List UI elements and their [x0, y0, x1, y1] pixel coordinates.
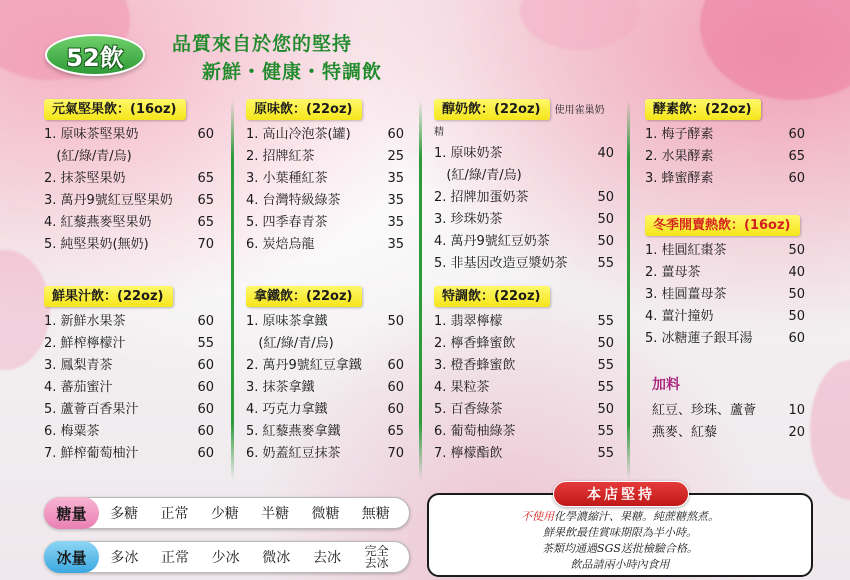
item-price: 70 [387, 446, 404, 461]
item-name: 4. 果粒茶 [434, 380, 490, 395]
brand-logo: 52飲 [45, 34, 145, 76]
level-option: 正常 [160, 506, 189, 522]
section-title: 醇奶飲：(22oz) [434, 99, 550, 120]
item-price: 55 [597, 358, 614, 373]
section-fruit-drinks [44, 285, 214, 465]
item-name: 7. 鮮榨葡萄柚汁 [44, 446, 139, 461]
item-name: 1. 高山冷泡茶(罐) [246, 127, 351, 142]
item-name: 2. 檸香蜂蜜飲 [434, 336, 516, 351]
policy-highlight: 不使用 [521, 510, 554, 523]
item-name: 3. 萬丹9號紅豆堅果奶 [44, 193, 173, 208]
menu-item [645, 328, 805, 350]
item-price: 60 [197, 380, 214, 395]
item-name: (紅/綠/青/烏) [434, 168, 522, 183]
item-price: 35 [387, 193, 404, 208]
item-name: 4. 萬丹9號紅豆奶茶 [434, 234, 550, 249]
item-name: 3. 蜂蜜酵素 [645, 171, 714, 186]
column-divider [419, 100, 422, 480]
item-name: 5. 冰糖蓮子銀耳湯 [645, 331, 753, 346]
menu-item [645, 240, 805, 262]
item-price: 35 [387, 237, 404, 252]
item-price: 60 [197, 424, 214, 439]
item-price: 65 [788, 149, 805, 164]
item-price: 25 [387, 149, 404, 164]
section-latte-drinks [246, 285, 404, 465]
level-option: 少糖 [210, 506, 239, 522]
menu-item [44, 355, 214, 377]
item-name: 2. 鮮榨檸檬汁 [44, 336, 126, 351]
menu-item [645, 284, 805, 306]
section-special-drinks [434, 285, 614, 465]
section-title: 鮮果汁飲：(22oz) [44, 286, 173, 307]
item-name: 4. 巧克力拿鐵 [246, 402, 328, 417]
item-name: 2. 招牌紅茶 [246, 149, 315, 164]
item-price: 50 [387, 314, 404, 329]
menu-item [246, 234, 404, 256]
menu-list [44, 124, 214, 256]
item-name: 3. 橙香蜂蜜飲 [434, 358, 516, 373]
item-name: 5. 非基因改造豆漿奶茶 [434, 256, 568, 271]
menu-item [434, 333, 614, 355]
item-name: 2. 薑母茶 [645, 265, 701, 280]
item-price: 60 [197, 127, 214, 142]
menu-item [434, 209, 614, 231]
item-name: 1. 原味奶茶 [434, 146, 503, 161]
level-option: 微糖 [311, 506, 340, 522]
item-price: 35 [387, 215, 404, 230]
menu-list [434, 143, 614, 275]
item-price: 55 [197, 336, 214, 351]
menu-item [44, 124, 214, 146]
item-name: 1. 原味茶堅果奶 [44, 127, 139, 142]
ice-level-bar [44, 541, 410, 573]
menu-item [44, 190, 214, 212]
item-price: 40 [597, 146, 614, 161]
level-option: 少冰 [211, 550, 240, 566]
menu-item [246, 333, 404, 355]
item-name: 1. 新鮮水果茶 [44, 314, 126, 329]
menu-item [645, 306, 805, 328]
item-price: 50 [597, 336, 614, 351]
policy-line: 飲品請兩小時內食用 [570, 558, 670, 571]
item-name: 3. 珍珠奶茶 [434, 212, 503, 227]
item-name: 6. 梅粟茶 [44, 424, 100, 439]
sugar-level-bar [44, 497, 410, 529]
menu-item [44, 146, 214, 168]
section-original-drinks [246, 98, 404, 256]
item-price: 60 [788, 171, 805, 186]
menu-item [645, 124, 805, 146]
section-enzyme-drinks [645, 98, 805, 190]
menu-item [246, 443, 404, 465]
item-price: 65 [197, 193, 214, 208]
blossom-decoration [520, 0, 640, 50]
item-name: 2. 水果酵素 [645, 149, 714, 164]
item-name: (紅/綠/青/烏) [44, 149, 132, 164]
level-option: 多糖 [110, 506, 139, 522]
menu-item [246, 212, 404, 234]
item-name: 2. 招牌加蛋奶茶 [434, 190, 529, 205]
item-price: 60 [197, 402, 214, 417]
item-price: 60 [387, 402, 404, 417]
item-name: 3. 抹茶拿鐵 [246, 380, 315, 395]
level-option: 無糖 [361, 506, 390, 522]
menu-item [434, 143, 614, 165]
item-price: 50 [597, 402, 614, 417]
item-name: 5. 蘆薈百香果汁 [44, 402, 139, 417]
item-name: 4. 蕃茄蜜汁 [44, 380, 113, 395]
menu-list [246, 124, 404, 256]
item-name: 4. 紅藜燕麥堅果奶 [44, 215, 152, 230]
section-title: 冬季開賣熱飲：(16oz) [645, 215, 800, 236]
item-name: 1. 桂圓紅棗茶 [645, 243, 727, 258]
item-price: 70 [197, 237, 214, 252]
item-name: 3. 桂圓薑母茶 [645, 287, 727, 302]
menu-item [434, 421, 614, 443]
store-policy-box [427, 487, 813, 577]
item-name: 3. 小葉種紅茶 [246, 171, 328, 186]
item-name: 2. 抹茶堅果奶 [44, 171, 126, 186]
menu-item [652, 422, 805, 444]
item-name: 5. 四季春青茶 [246, 215, 328, 230]
item-name: 7. 檸檬酯飲 [434, 446, 503, 461]
blossom-decoration [810, 360, 850, 500]
menu-item [44, 443, 214, 465]
menu-item [44, 421, 214, 443]
item-name: 3. 鳳梨青茶 [44, 358, 113, 373]
item-name: 紅豆、珍珠、蘆薈 [652, 403, 757, 418]
menu-item [434, 187, 614, 209]
section-title: 原味飲：(22oz) [246, 99, 362, 120]
menu-list [434, 311, 614, 465]
item-price: 50 [788, 309, 805, 324]
menu-item [246, 399, 404, 421]
item-name: 1. 原味茶拿鐵 [246, 314, 328, 329]
menu-item [652, 400, 805, 422]
section-toppings [652, 375, 805, 444]
sugar-label: 糖量 [44, 497, 99, 529]
menu-item [44, 311, 214, 333]
item-price [190, 146, 214, 168]
item-price: 20 [788, 425, 805, 440]
menu-item [44, 377, 214, 399]
menu-item [645, 146, 805, 168]
menu-item [645, 168, 805, 190]
item-price: 60 [197, 314, 214, 329]
menu-item [434, 399, 614, 421]
item-price: 65 [197, 171, 214, 186]
sugar-options [99, 503, 409, 523]
menu-list [44, 311, 214, 465]
menu-item [434, 355, 614, 377]
item-name: 5. 純堅果奶(無奶) [44, 237, 149, 252]
menu-list [246, 311, 404, 465]
menu-item [44, 399, 214, 421]
menu-item [434, 377, 614, 399]
policy-line: 茶類均通過SGS送批檢驗合格。 [542, 542, 698, 555]
item-price: 50 [788, 243, 805, 258]
level-option: 完全去冰 [364, 544, 389, 570]
item-price: 55 [597, 380, 614, 395]
menu-item [434, 165, 614, 187]
menu-item [246, 168, 404, 190]
slogan-line-2: 新鮮・健康・特調飲 [202, 61, 383, 83]
item-price: 65 [387, 424, 404, 439]
item-price: 55 [597, 446, 614, 461]
menu-list [645, 124, 805, 190]
item-price [590, 165, 614, 187]
section-title: 加料 [652, 377, 680, 393]
menu-list [652, 400, 805, 444]
menu-item [246, 355, 404, 377]
menu-item [246, 190, 404, 212]
item-price: 55 [597, 256, 614, 271]
menu-item [434, 443, 614, 465]
column-divider [627, 100, 630, 480]
ice-options [99, 545, 409, 569]
item-price: 60 [197, 358, 214, 373]
menu-item [246, 124, 404, 146]
item-price: 60 [788, 127, 805, 142]
menu-item [44, 168, 214, 190]
item-price: 50 [597, 190, 614, 205]
menu-item [246, 311, 404, 333]
menu-item [645, 262, 805, 284]
item-name: 4. 台灣特級綠茶 [246, 193, 341, 208]
level-option: 多冰 [110, 550, 139, 566]
menu-item [44, 234, 214, 256]
policy-line-text: 化學濃縮汁、果糖。純蔗糖熬煮。 [554, 510, 719, 523]
policy-title: 本店堅持 [553, 481, 689, 507]
menu-list [645, 240, 805, 350]
level-option: 正常 [160, 550, 189, 566]
item-price: 35 [387, 171, 404, 186]
section-milk-drinks [434, 98, 614, 275]
menu-item [44, 212, 214, 234]
item-name: 6. 奶蓋紅豆抹茶 [246, 446, 341, 461]
menu-item [434, 253, 614, 275]
level-option: 去冰 [312, 550, 341, 566]
blossom-decoration [700, 0, 850, 100]
item-price: 50 [597, 212, 614, 227]
item-price: 60 [197, 446, 214, 461]
item-price: 65 [197, 215, 214, 230]
menu-item [246, 421, 404, 443]
section-title: 特調飲：(22oz) [434, 286, 550, 307]
level-option: 微冰 [262, 550, 291, 566]
item-price: 55 [597, 314, 614, 329]
menu-item [434, 311, 614, 333]
item-name: 2. 萬丹9號紅豆拿鐵 [246, 358, 362, 373]
item-name: 6. 炭焙烏龍 [246, 237, 315, 252]
item-price: 40 [788, 265, 805, 280]
policy-line [429, 509, 811, 525]
item-name: 4. 薑汁撞奶 [645, 309, 714, 324]
item-name: (紅/綠/青/烏) [246, 336, 334, 351]
column-divider [231, 100, 234, 480]
policy-text [429, 509, 811, 573]
level-option: 半糖 [261, 506, 290, 522]
item-price: 50 [788, 287, 805, 302]
menu-item [246, 377, 404, 399]
section-note: 使用雀巢奶精 [434, 105, 605, 138]
item-name: 5. 紅藜燕麥拿鐵 [246, 424, 341, 439]
section-winter-hot-drinks [645, 214, 805, 350]
item-price: 55 [597, 424, 614, 439]
item-name: 6. 葡萄柚綠茶 [434, 424, 516, 439]
item-name: 5. 百香綠茶 [434, 402, 503, 417]
section-title: 拿鐵飲：(22oz) [246, 286, 362, 307]
ice-label: 冰量 [44, 541, 99, 573]
policy-line: 鮮果飲最佳賞味期限為半小時。 [543, 526, 697, 539]
slogan-line-1: 品質來自於您的堅持 [172, 33, 353, 55]
item-price: 60 [387, 127, 404, 142]
item-price: 60 [387, 358, 404, 373]
section-nut-drinks [44, 98, 214, 256]
item-name: 1. 梅子酵素 [645, 127, 714, 142]
item-price: 60 [788, 331, 805, 346]
item-price: 10 [788, 403, 805, 418]
menu-item [246, 146, 404, 168]
item-name: 1. 翡翠檸檬 [434, 314, 503, 329]
item-price: 60 [387, 380, 404, 395]
item-price [380, 333, 404, 355]
item-name: 燕麥、紅藜 [652, 425, 718, 440]
item-price: 50 [597, 234, 614, 249]
section-title: 酵素飲：(22oz) [645, 99, 761, 120]
menu-item [44, 333, 214, 355]
blossom-decoration [0, 250, 50, 370]
section-title: 元氣堅果飲：(16oz) [44, 99, 186, 120]
menu-item [434, 231, 614, 253]
